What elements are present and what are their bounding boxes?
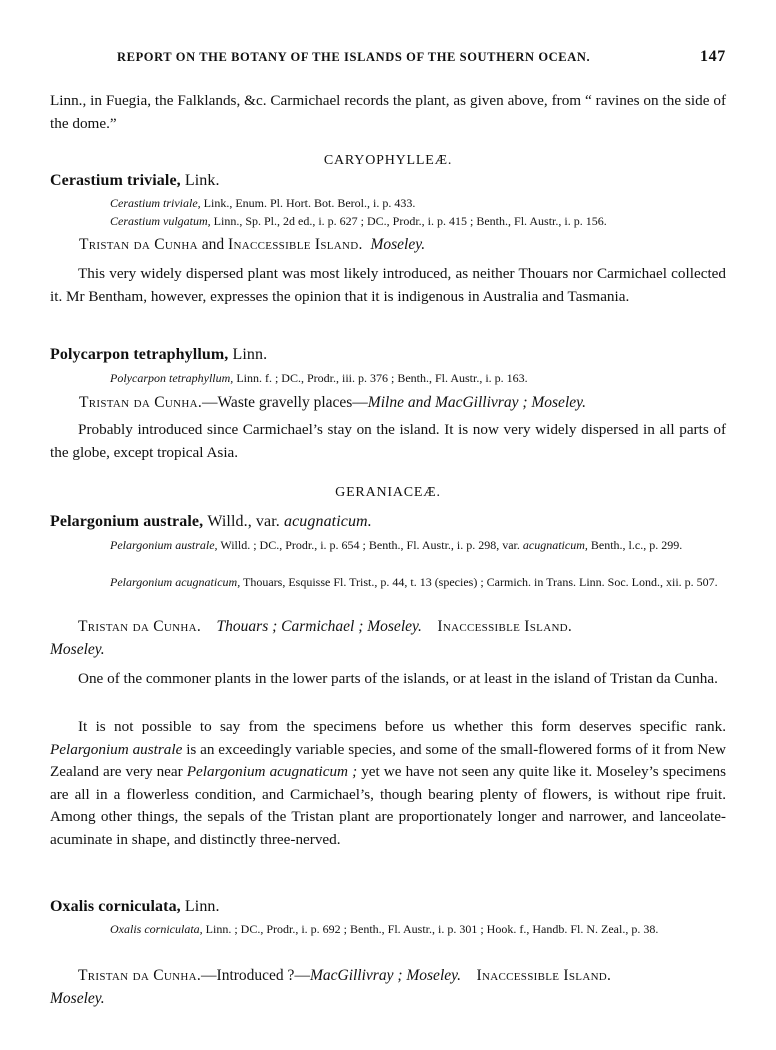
- species-author: Linn.: [232, 346, 268, 363]
- locality-pelargonium: [50, 616, 726, 661]
- note-paragraph: [50, 716, 726, 851]
- citation-taxon: Cerastium vulgatum,: [110, 214, 211, 228]
- citation-taxon: Cerastium triviale,: [110, 196, 201, 210]
- note-cerastium: [50, 263, 726, 308]
- family-heading-caryophylleae: CARYOPHYLLEÆ.: [323, 153, 453, 168]
- citation-ref: Link., Enum. Pl. Hort. Bot. Berol., i. p. 433.: [203, 196, 416, 210]
- locality-collector: Moseley.: [370, 236, 426, 253]
- citation-ref-tail: Benth., l.c., p. 299.: [590, 538, 683, 552]
- locality-status: —Introduced ?—: [201, 967, 310, 984]
- running-header: [0, 48, 776, 70]
- species-name: Polycarpon tetraphyllum,: [50, 346, 229, 363]
- locality-place: Inaccessible Island.: [228, 236, 363, 253]
- note-taxon: Pelargonium acugnaticum ;: [186, 763, 358, 780]
- note-polycarpon: [50, 419, 726, 464]
- locality-place: Inaccessible Island.: [476, 967, 612, 984]
- species-heading-oxalis: [50, 898, 726, 916]
- locality-habitat: —Waste gravelly places—: [202, 394, 368, 411]
- note-text: One of the commoner plants in the lower parts of the islands, or at least in the island of Tristan da Cunha.: [78, 670, 718, 687]
- family-heading-geraniaceae: GERANIACEÆ.: [335, 485, 441, 500]
- species-variety: acugnaticum.: [283, 513, 372, 530]
- citation-ref: Willd. ; DC., Prodr., i. p. 654 ; Benth., Fl. Austr., i. p. 298, var.: [220, 538, 520, 552]
- citation-ref: Linn. ; DC., Prodr., i. p. 692 ; Benth., Fl. Austr., i. p. 301 ; Hook. f., Handb. Fl. N. Zeal., p. 38.: [205, 922, 659, 936]
- note-text: yet we have not seen any quite like it. Moseley’s specimens are all in a flowerless condition, and Carmichael’s, though bearing plenty of flowers, is without ripe fruit. Among other things, the sepals of the Tristan plant are proportionately longer and narrower, and lanceolate-acuminate in shape, and distinctly three-nerved.: [50, 763, 727, 848]
- species-name: Pelargonium australe,: [50, 513, 204, 530]
- citation-variety: acugnaticum,: [522, 538, 588, 552]
- citation-taxon: Pelargonium acugnaticum,: [110, 575, 241, 589]
- citation-polycarpon: [110, 370, 725, 387]
- locality-place: Tristan da Cunha.: [78, 967, 202, 984]
- citation-taxon: Oxalis corniculata,: [110, 922, 203, 936]
- species-author: Willd., var.: [207, 513, 280, 530]
- locality-oxalis: [50, 965, 726, 1010]
- species-author: Link.: [184, 172, 220, 189]
- intro-text: Linn., in Fuegia, the Falklands, &c. Carmichael records the plant, as given above, from “ ravines on the side of the dome.”: [50, 92, 726, 132]
- species-name: Cerastium triviale,: [50, 172, 181, 189]
- locality-place: Tristan da Cunha: [79, 236, 198, 253]
- citation-taxon: Pelargonium australe,: [110, 538, 218, 552]
- locality-collectors: MacGillivray ; Moseley.: [309, 967, 462, 984]
- citation-taxon: Polycarpon tetraphyllum,: [110, 371, 234, 385]
- running-title: REPORT ON THE BOTANY OF THE ISLANDS OF THE SOUTHERN OCEAN.: [117, 50, 591, 64]
- citation-cerastium-2: [110, 213, 725, 230]
- locality-collectors: Milne and MacGillivray ; Moseley.: [367, 394, 587, 411]
- citation-ref: Linn., Sp. Pl., 2d ed., i. p. 627 ; DC., Prodr., i. p. 415 ; Benth., Fl. Austr., i. p. 156.: [213, 214, 607, 228]
- citation-oxalis: [110, 921, 745, 938]
- locality-collectors: Thouars ; Carmichael ; Moseley.: [216, 618, 422, 635]
- locality-place: Inaccessible Island.: [437, 618, 573, 635]
- species-heading-cerastium: [50, 172, 726, 190]
- locality-place: Tristan da Cunha.: [78, 618, 202, 635]
- species-heading-polycarpon: [50, 346, 726, 364]
- locality-collector: Moseley.: [50, 640, 105, 658]
- citation-cerastium-1: [110, 195, 725, 212]
- note-text: It is not possible to say from the specimens before us whether this form deserves specific rank.: [78, 718, 726, 735]
- locality-place: Tristan da Cunha.: [79, 394, 203, 411]
- note-text: Probably introduced since Carmichael’s stay on the island. It is now very widely dispersed in all parts of the globe, except tropical Asia.: [50, 421, 726, 461]
- note-text: is an exceedingly variable species, and some of the small-flowered forms of it from New Zealand are very near: [50, 740, 726, 780]
- page-number: 147: [700, 48, 726, 65]
- species-heading-pelargonium: [50, 513, 726, 531]
- citation-ref: Linn. f. ; DC., Prodr., iii. p. 376 ; Benth., Fl. Austr., i. p. 163.: [236, 371, 528, 385]
- locality-collector: Moseley.: [50, 989, 105, 1007]
- species-author: Linn.: [184, 898, 220, 915]
- locality-cerastium: [79, 234, 726, 257]
- note-text: This very widely dispersed plant was most likely introduced, as neither Thouars nor Carmichael collected it. Mr Bentham, however, expresses the opinion that it is indigenous in Australia and Tasmania.: [50, 265, 726, 305]
- citation-pelargonium-2: [110, 574, 745, 591]
- locality-conjunction: and: [201, 236, 225, 253]
- citation-pelargonium-1: [110, 537, 745, 554]
- note-pelargonium-2: [50, 716, 726, 851]
- citation-ref: Thouars, Esquisse Fl. Trist., p. 44, t. 13 (species) ; Carmich. in Trans. Linn. Soc. Lond., xii. p. 507.: [243, 575, 718, 589]
- locality-polycarpon: [79, 392, 726, 415]
- note-pelargonium-1: [50, 668, 726, 691]
- species-name: Oxalis corniculata,: [50, 898, 181, 915]
- note-taxon: Pelargonium australe: [50, 740, 183, 758]
- intro-paragraph: [50, 90, 726, 135]
